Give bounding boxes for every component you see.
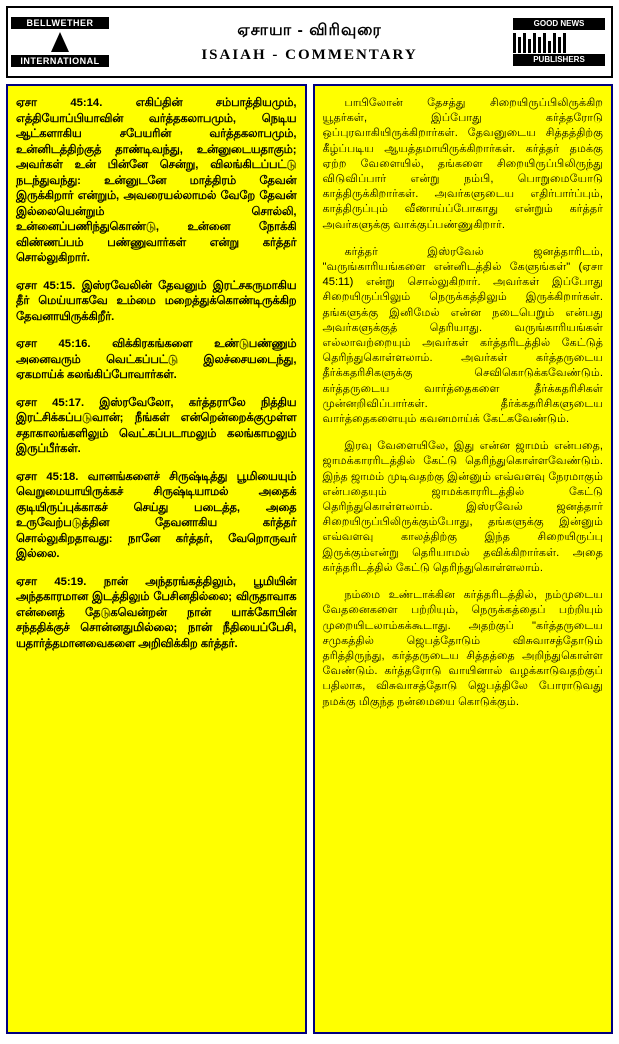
publisher-logo bbox=[507, 8, 611, 76]
logo-top-label: BELLWETHER bbox=[11, 17, 109, 29]
verse-paragraph: ஏசா 45:17. இஸ்ரவேலோ, கர்த்தராலே நித்திய இரட்சிக்கப்படுவான்; நீங்கள் என்றென்றைக்குமுள்ள சதாகாலங்களிலும் வெட்கப்படாமலும் கலங்காமலும் இருப்பீர்கள். bbox=[16, 396, 297, 455]
publisher-line1: GOOD NEWS bbox=[513, 18, 605, 30]
publisher-line2: PUBLISHERS bbox=[513, 54, 605, 66]
torch-icon bbox=[11, 29, 109, 55]
right-column bbox=[313, 84, 614, 1034]
page-header bbox=[6, 6, 613, 78]
bellwether-logo bbox=[8, 8, 112, 76]
left-column bbox=[6, 84, 307, 1034]
page-title-tamil: ஏசாயா - விரிவுரை bbox=[237, 21, 382, 39]
verse-paragraph: ஏசா 45:16. விக்கிரகங்களை உண்டுபண்ணும் அனைவரும் வெட்கப்பட்டு இலச்சையடைந்து, ஏகமாய்க் கலங்கிப்போவார்கள். bbox=[16, 338, 297, 381]
title-block bbox=[112, 8, 507, 76]
logo-bottom-label: INTERNATIONAL bbox=[11, 55, 109, 67]
verse-paragraph: ஏசா 45:14. எகிப்தின் சம்பாத்தியமும், எத்தியோப்பியாவின் வர்த்தகலாபமும், நெடிய ஆட்களாகிய சபேயரின் வர்த்தகலாபமும், உன்னிடத்திற்குத் தாண்டிவந்து, உன்னுடையதாகும்; அவர்கள் உன் பின்னே சென்று, விலங்கிடப்பட்டு நடந்துவந்து: உன்னுடனே மாத்திரம் தேவன் இருக்கிறார் என்றும், அவரையல்லாமல் வேறே தேவன் இல்லையென்றும் சொல்லி, உன்னைப்பணிந்துகொண்டு, உன்னை நோக்கி விண்ணப்பம் பண்ணுவார்கள் என்று கர்த்தர் சொல்லுகிறார். bbox=[16, 97, 297, 264]
verse-paragraph: ஏசா 45:19. நான் அந்தரங்கத்திலும், பூமியின் அந்தகாரமான இடத்திலும் பேசினதில்லை; விருதாவாக என்னைத் தேடுகவென்றன் நான் யாக்கோபின் சந்ததிக்குச் சொன்னதுமில்லை; நான் நீதியைப்பேசி, யதார்த்தமானவைகளை அறிவிக்கிற கர்த்தர். bbox=[16, 575, 297, 650]
open-book-icon bbox=[513, 30, 605, 54]
page-title-english: ISAIAH - COMMENTARY bbox=[201, 46, 418, 63]
commentary-paragraph: இரவு வேளையிலே, இது என்ன ஜாமம் என்பதை, ஜாமக்காரரிடத்தில் கேட்டு தெரிந்துகொள்ளவேண்டும். இந்த ஜாமம் முடிவதற்கு இன்னும் எவ்வளவு நேரமாகும் என்பதையும் ஜாமக்காரரிடத்தில் கேட்டு தெரிந்துகொள்ளலாம். இஸ்ரவேல் ஜனத்தார் சிறையிருப்பிலிருக்கும்போது, தங்களுக்கு இன்னும் எவ்வளவு காலத்திற்கு இந்த சிறையிருப்பு இருக்கும்என்று தெரியாமல் தவிக்கிறார்கள். அதை கர்த்தரிடத்தில் கேட்டு தெரிந்துகொள்ளலாம். bbox=[322, 440, 603, 574]
commentary-paragraph: நம்மை உண்டாக்கின கர்த்தரிடத்தில், நம்முடைய வேதனைகளை பற்றியும், நெருக்கத்தைப் பற்றியும் முறையிடலாம்கக்கூடாது. அதற்குப் "கர்த்தருடைய சமுகத்தில் ஜெபத்தோடும் விசுவாசத்தோடும் தரித்திருந்து, கர்த்தருடைய சித்தத்தை அறிந்துகொள்ள வேண்டும். கர்த்தரோடு வாயினால் வழக்காடுவதற்குப் பதிலாக, விசுவாசத்தோடு ஜெபத்திலே போராடுவது நமக்கு மிகுந்த நன்மையை கொடுக்கும். bbox=[322, 589, 603, 708]
commentary-paragraph: கர்த்தர் இஸ்ரவேல் ஜனத்தாரிடம், "வருங்காரியங்களை என்னிடத்தில் கேளுங்கள்" (ஏசா 45:11) என்று சொல்லுகிறார். அவர்கள் இப்போது சிறையிருப்பிலும் நெருக்கத்திலும் இருக்கிறார்கள். தங்களுக்கு இனிமேல் என்ன நடைபெறும் என்பது அவர்களுக்குத் தெரியாது. வருங்காரியங்கள் எல்லாவற்றையும் அவர்கள் கர்த்தரிடத்தில் கேட்டுத் தெரிந்துகொள்ளலாம். அவர்கள் கர்த்தருடைய தீர்க்கதரிசிகளுக்கு செவிகொடுக்கவேண்டும். கர்த்தருடைய வார்த்தைகளை தீர்க்கதரிசிகள் முன்னறிவிப்பார்கள். தீர்க்கதரிசிகளுடைய வார்த்தைகளையும் கவனமாய்க் கேட்கவேண்டும். bbox=[322, 245, 603, 426]
commentary-paragraph: பாபிலோன் தேசத்து சிறையிருப்பிலிருக்கிற யூதர்கள், இப்போது கர்த்தரோடு ஒப்புரவாகியிருக்கிறார்கள். தேவனுடைய சித்தத்திற்கு கீழ்ப்படிய ஆயத்தமாயிருக்கிறார்கள். கர்த்தர் தமக்கு ஏற்ற வேளையில், தங்களை சிறையிருப்பிலிருந்து விடுவிப்பார் என்று நம்பி, பொறுமையோடு காத்திருக்கிறார்கள். அவர்களுடைய எதிர்பார்ப்பும், காத்திருப்பும் வீணாய்ப்போகாது என்றும் கர்த்தர் அவர்களுக்கு வாக்குப்பண்ணுகிறார். bbox=[322, 97, 603, 231]
verse-paragraph: ஏசா 45:15. இஸ்ரவேலின் தேவனும் இரட்சகருமாகிய தீர் மெய்யாகவே உம்மை மறைத்துக்கொண்டிருக்கிற தேவனாயிருக்கிறீர். bbox=[16, 279, 297, 323]
two-column-body bbox=[6, 84, 613, 1034]
verse-paragraph: ஏசா 45:18. வானங்களைச் சிருஷ்டித்து பூமியையும் வெறுமையாயிருக்கச் சிருஷ்டியாமல் அதைக் குடியிருப்புக்காகச் செய்து படைத்த, அதை உருவேற்படுத்தின தேவனாகிய கர்த்தர் சொல்லுகிறதாவது: நானே கர்த்தர், வேறொருவர் இல்லை. bbox=[16, 470, 297, 560]
